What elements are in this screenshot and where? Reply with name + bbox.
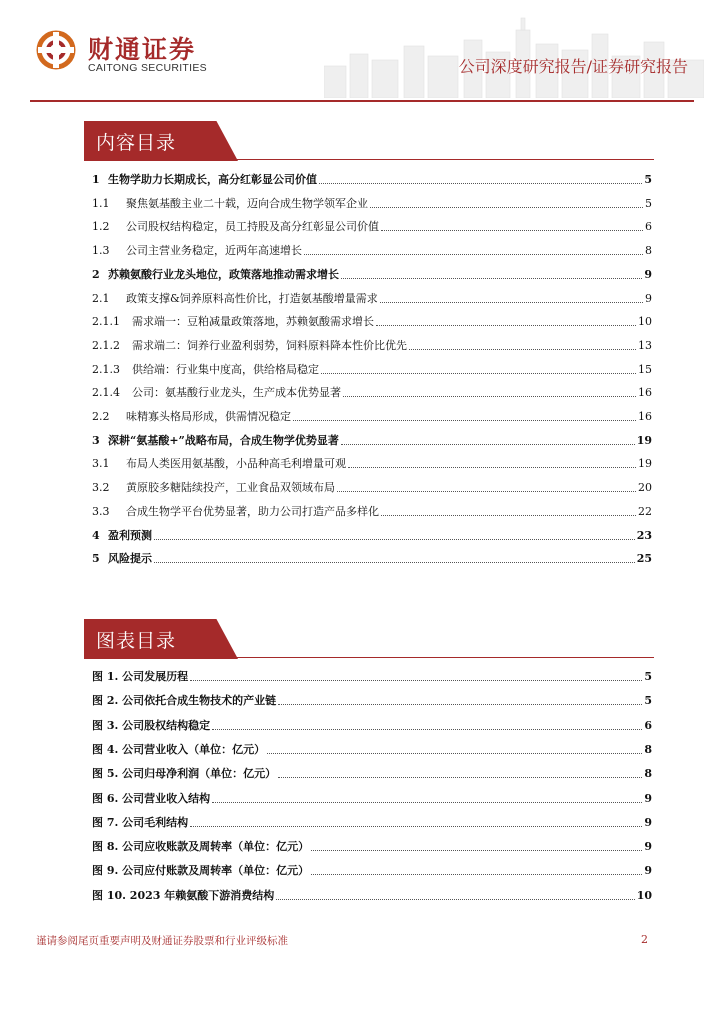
toc-entry-number: 2.1.3 bbox=[92, 362, 120, 376]
figure-entry-page: 9 bbox=[644, 815, 652, 829]
figure-entry-title: 图 1. 公司发展历程 bbox=[92, 670, 189, 683]
toc-entry-title: 合成生物学平台优势显著，助力公司打造产品多样化 bbox=[126, 504, 379, 518]
dot-leader bbox=[212, 802, 642, 803]
figure-entry-title: 图 8. 公司应收账款及周转率（单位：亿元） bbox=[92, 840, 310, 854]
toc-entry-title: 需求端二：饲养行业盈利弱势，饲料原料降本性价比优先 bbox=[132, 338, 407, 352]
toc-entry-number: 2.1.4 bbox=[92, 386, 120, 400]
dot-leader bbox=[337, 491, 636, 492]
toc-entry-page: 16 bbox=[638, 410, 652, 423]
toc-entry-number: 2.1.1 bbox=[92, 315, 120, 329]
figure-entry[interactable] bbox=[92, 742, 652, 758]
toc-entry-page: 5 bbox=[644, 173, 652, 186]
figure-entry[interactable] bbox=[92, 815, 652, 831]
toc-entry-title: 盈利预测 bbox=[108, 528, 152, 542]
dot-leader bbox=[341, 278, 642, 279]
toc-entry-number: 5 bbox=[92, 552, 100, 566]
toc-entry-title: 生物学助力长期成长，高分红彰显公司价值 bbox=[108, 173, 317, 186]
dot-leader bbox=[381, 230, 643, 231]
dot-leader bbox=[190, 826, 642, 827]
toc-entry[interactable] bbox=[92, 338, 652, 354]
figure-entry-page: 10 bbox=[636, 888, 652, 902]
page-header bbox=[0, 0, 724, 104]
toc-entry-page: 23 bbox=[636, 528, 652, 542]
figure-entry-title: 图 3. 公司股权结构稳定 bbox=[92, 718, 211, 732]
figure-entry-page: 9 bbox=[644, 840, 652, 854]
toc-entry-page: 20 bbox=[638, 481, 652, 495]
figure-entry-title: 图 2. 公司依托合成生物技术的产业链 bbox=[92, 694, 277, 708]
dot-leader bbox=[348, 467, 636, 468]
toc-entry-number: 1.3 bbox=[92, 244, 110, 258]
toc-entry-page: 5 bbox=[645, 196, 652, 210]
toc-entry-page: 19 bbox=[638, 457, 652, 471]
toc-entry-page: 6 bbox=[645, 220, 652, 234]
dot-leader bbox=[212, 729, 642, 730]
toc-entry-page: 9 bbox=[644, 267, 652, 281]
toc-entry[interactable] bbox=[92, 172, 652, 188]
dot-leader bbox=[341, 444, 635, 445]
toc-entry-number: 3.1 bbox=[92, 457, 110, 471]
dot-leader bbox=[319, 183, 642, 184]
dot-leader bbox=[409, 349, 636, 350]
toc-entry-title: 聚焦氨基酸主业二十载，迈向合成生物学领军企业 bbox=[126, 196, 368, 210]
toc-entry[interactable] bbox=[92, 409, 652, 425]
toc-entry[interactable] bbox=[92, 196, 652, 212]
toc-entry-title: 公司股权结构稳定，员工持股及高分红彰显公司价值 bbox=[126, 220, 379, 234]
figures-title-rule bbox=[212, 657, 654, 658]
figure-entry[interactable] bbox=[92, 839, 652, 855]
figure-entry-title: 图 4. 公司营业收入（单位：亿元） bbox=[92, 742, 266, 756]
figures-section-header bbox=[84, 619, 654, 659]
dot-leader bbox=[278, 777, 642, 778]
toc-entry[interactable] bbox=[92, 551, 652, 567]
toc-entry-number: 3.3 bbox=[92, 504, 110, 518]
footer-page-number: 2 bbox=[641, 933, 648, 946]
toc-entry-number: 1.2 bbox=[92, 220, 110, 234]
figure-entry-page: 8 bbox=[644, 742, 652, 756]
figure-entry-title: 图 5. 公司归母净利润（单位：亿元） bbox=[92, 767, 277, 781]
toc-entry[interactable] bbox=[92, 480, 652, 496]
figure-entry-title: 图 10. 2023 年赖氨酸下游消费结构 bbox=[92, 888, 275, 902]
dot-leader bbox=[311, 850, 642, 851]
dot-leader bbox=[267, 753, 642, 754]
dot-leader bbox=[276, 899, 634, 900]
toc-entry-number: 2 bbox=[92, 267, 100, 281]
figure-entry-page: 5 bbox=[644, 670, 652, 683]
brand-name-cn: 财通证券 bbox=[88, 35, 197, 64]
dot-leader bbox=[376, 325, 636, 326]
toc-entry[interactable] bbox=[92, 291, 652, 307]
figure-entry-page: 6 bbox=[644, 718, 652, 732]
toc-entry-number: 2.1 bbox=[92, 291, 110, 305]
dot-leader bbox=[304, 254, 643, 255]
report-type: 公司深度研究报告/证券研究报告 bbox=[458, 57, 688, 76]
toc-entry-page: 25 bbox=[636, 552, 652, 566]
toc-title-rule bbox=[212, 159, 654, 160]
toc-entry-title: 政策支撑&饲养原料高性价比，打造氨基酸增量需求 bbox=[126, 291, 378, 305]
toc-entry[interactable] bbox=[92, 243, 652, 259]
figure-entry[interactable] bbox=[92, 669, 652, 685]
toc-entry-page: 8 bbox=[645, 244, 652, 258]
figure-entry[interactable] bbox=[92, 718, 652, 734]
dot-leader bbox=[370, 207, 643, 208]
toc-entry-title: 需求端一：豆粕减量政策落地，苏赖氨酸需求增长 bbox=[132, 315, 374, 329]
toc-entry-title: 黄原胶多糖陆续投产，工业食品双领域布局 bbox=[126, 481, 335, 495]
toc-entry[interactable] bbox=[92, 433, 652, 449]
toc-entry[interactable] bbox=[92, 267, 652, 283]
toc-entry-title: 深耕“氨基酸+”战略布局，合成生物学优势显著 bbox=[108, 433, 339, 447]
figure-entry-title: 图 6. 公司营业收入结构 bbox=[92, 791, 211, 805]
dot-leader bbox=[278, 704, 642, 705]
figure-entry[interactable] bbox=[92, 791, 652, 807]
figure-entry[interactable] bbox=[92, 766, 652, 782]
toc-entry-title: 公司：氨基酸行业龙头，生产成本优势显著 bbox=[132, 386, 341, 400]
dot-leader bbox=[154, 562, 635, 563]
figure-entry-title: 图 7. 公司毛利结构 bbox=[92, 815, 189, 829]
toc-entry[interactable] bbox=[92, 362, 652, 378]
dot-leader bbox=[380, 302, 643, 303]
dot-leader bbox=[321, 373, 636, 374]
footer-disclaimer: 谨请参阅尾页重要声明及财通证券股票和行业评级标准 bbox=[36, 935, 288, 947]
figure-entry-page: 9 bbox=[644, 864, 652, 878]
figures-title: 图表目录 bbox=[96, 630, 177, 652]
toc-entry-page: 19 bbox=[636, 433, 652, 447]
toc-entry-page: 15 bbox=[638, 362, 652, 376]
figure-entry[interactable] bbox=[92, 693, 652, 709]
toc-entry-title: 味精寡头格局形成，供需情况稳定 bbox=[126, 410, 291, 423]
brand-name-en: CAITONG SECURITIES bbox=[88, 62, 207, 74]
toc-entry-page: 13 bbox=[638, 338, 652, 352]
figure-entry[interactable] bbox=[92, 863, 652, 879]
toc-entry[interactable] bbox=[92, 528, 652, 544]
toc-entry-title: 苏赖氨酸行业龙头地位，政策落地推动需求增长 bbox=[108, 267, 339, 281]
toc-entry[interactable] bbox=[92, 504, 652, 520]
toc-entry-number: 1 bbox=[92, 173, 100, 186]
toc-entry[interactable] bbox=[92, 314, 652, 330]
toc-entry-page: 22 bbox=[638, 504, 652, 518]
toc-entry[interactable] bbox=[92, 456, 652, 472]
toc-entry-page: 10 bbox=[638, 315, 652, 329]
dot-leader bbox=[190, 680, 642, 681]
toc-entry-number: 4 bbox=[92, 528, 100, 542]
toc-entry-number: 2.2 bbox=[92, 410, 110, 423]
dot-leader bbox=[343, 396, 636, 397]
figure-entry-page: 8 bbox=[644, 767, 652, 781]
toc-section-header bbox=[84, 121, 654, 161]
figure-entry-page: 9 bbox=[644, 791, 652, 805]
toc-entry-number: 3 bbox=[92, 433, 100, 447]
toc-entry-title: 布局人类医用氨基酸，小品种高毛利增量可观 bbox=[126, 457, 346, 471]
toc-entry-number: 2.1.2 bbox=[92, 338, 120, 352]
figure-entry-title: 图 9. 公司应付账款及周转率（单位：亿元） bbox=[92, 864, 310, 878]
toc-entry[interactable] bbox=[92, 385, 652, 401]
toc-entry-page: 16 bbox=[638, 386, 652, 400]
header-divider bbox=[30, 100, 694, 102]
toc-entry-number: 1.1 bbox=[92, 196, 110, 210]
dot-leader bbox=[311, 874, 642, 875]
toc-title: 内容目录 bbox=[96, 132, 177, 154]
toc-entry-title: 风险提示 bbox=[108, 552, 152, 566]
dot-leader bbox=[154, 539, 635, 540]
dot-leader bbox=[381, 515, 636, 516]
toc-entry[interactable] bbox=[92, 219, 652, 235]
dot-leader bbox=[293, 420, 636, 421]
toc-entry-title: 供给端：行业集中度高，供给格局稳定 bbox=[132, 362, 319, 376]
toc-entry-page: 9 bbox=[645, 291, 652, 305]
figure-entry[interactable] bbox=[92, 888, 652, 904]
toc-entry-title: 公司主营业务稳定，近两年高速增长 bbox=[126, 244, 302, 258]
figure-entry-page: 5 bbox=[644, 694, 652, 708]
toc-entry-number: 3.2 bbox=[92, 481, 110, 495]
caitong-logo-icon bbox=[36, 30, 76, 70]
